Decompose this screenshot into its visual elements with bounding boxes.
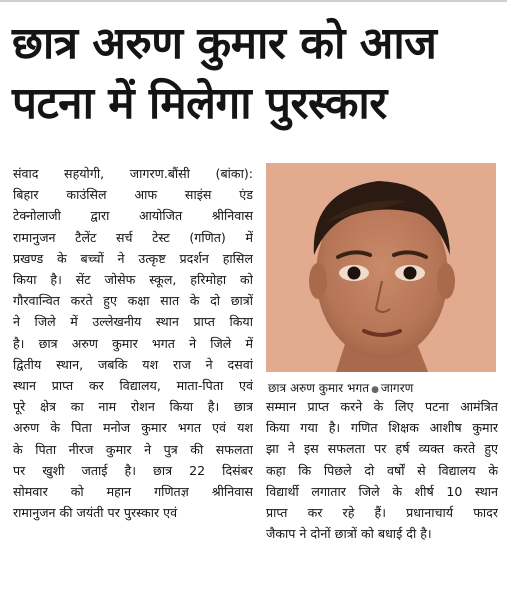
article-line: द्वितीय स्थान, जबकि यश राज ने दसवां xyxy=(13,356,253,372)
photo-caption xyxy=(268,378,496,398)
top-rule xyxy=(0,0,507,2)
article-line: के पिता नीरज कुमार ने पुत्र की सफलता xyxy=(13,441,253,457)
article-line: प्राप्त कर रहे हैं। प्रधानाचार्य फादर xyxy=(266,505,498,521)
article-line: पर खुशी जताई है। छात्र 22 दिसंबर xyxy=(13,462,253,478)
article-right-column xyxy=(266,396,498,544)
article-line: कहा कि पिछले दो वर्षों से विद्यालय के xyxy=(266,462,498,478)
article-line: बिहार काउंसिल आफ साइंस एंड xyxy=(13,187,253,203)
article-line: जैकाप ने दोनों छात्रों को बधाई दी है। xyxy=(266,526,432,542)
article-line: झा ने इस सफलता पर हर्ष व्यक्त करते हुए xyxy=(266,441,498,457)
article-line: स्थान प्राप्त कर विद्यालय, माता-पिता एवं xyxy=(13,378,253,394)
article-line: ने जिले में उल्लेखनीय स्थान प्राप्त किया xyxy=(13,314,253,330)
photo-caption-name: छात्र अरुण कुमार भगत xyxy=(268,381,370,395)
article-line: किया है। सेंट जोसेफ स्कूल, हरिमोहा को xyxy=(13,272,253,288)
article-line: गौरवान्वित करते हुए कक्षा सात के दो छात्रों xyxy=(13,293,253,309)
bullet-icon: ● xyxy=(371,385,379,395)
article-line: सोमवार को महान गणितज्ञ श्रीनिवास xyxy=(13,484,253,500)
article-line: टेक्नोलाजी द्वारा आयोजित श्रीनिवास xyxy=(13,208,253,224)
student-portrait-image xyxy=(266,163,496,372)
headline xyxy=(12,14,502,134)
article-left-column xyxy=(13,163,253,523)
article-line: प्रखण्ड के बच्चों ने उत्कृष्ट प्रदर्शन हासिल xyxy=(13,250,253,266)
article-line: रामानुजन की जयंती पर पुरस्कार एवं xyxy=(13,505,178,521)
article-line: पूरे क्षेत्र का नाम रोशन किया है। छात्र xyxy=(13,399,253,415)
article-line: है। छात्र अरुण कुमार भगत ने जिले में xyxy=(13,335,253,351)
article-line: विद्यार्थी लगातार जिले के शीर्ष 10 स्थान xyxy=(266,483,498,499)
headline-line-1: छात्र अरुण कुमार को आज xyxy=(12,18,437,69)
student-photo xyxy=(266,163,496,372)
photo-credit: जागरण xyxy=(380,381,414,395)
article-line: सम्मान प्राप्त करने के लिए पटना आमंत्रित xyxy=(266,399,498,414)
article-line: अरुण के पिता मनोज कुमार भगत एवं यश xyxy=(13,420,253,436)
article-line: किया गया है। गणित शिक्षक आशीष कुमार xyxy=(266,420,498,436)
headline-line-2: पटना में मिलेगा पुरस्कार xyxy=(12,78,387,129)
article-line: रामानुजन टैलेंट सर्च टेस्ट (गणित) में xyxy=(13,229,253,245)
article-line: संवाद सहयोगी, जागरण.बौंसी (बांका): xyxy=(13,166,253,181)
